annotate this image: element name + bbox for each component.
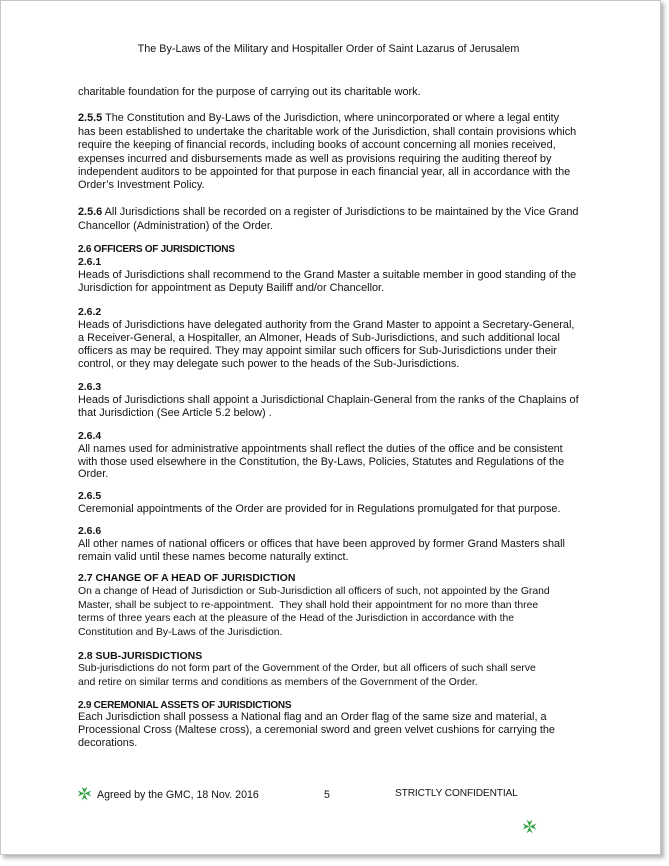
paragraph-line: decorations.	[78, 736, 138, 749]
paragraph-line: Processional Cross (Maltese cross), a ceremonial sword and green velvet cushions for carrying the	[78, 723, 555, 736]
page-number: 5	[324, 789, 330, 801]
paragraph-line: Sub-jurisdictions do not form part of the Government of the Order, but all officers of such shall serve	[78, 663, 536, 675]
paragraph-line: All other names of national officers or offices that have been approved by former Grand Masters shall	[78, 538, 565, 551]
paragraph-line: terms of three years each at the pleasure of the Head of the Jurisdiction in accordance with the	[78, 613, 515, 625]
clause-2-6-4	[78, 431, 564, 481]
paragraph-line: with those used elsewhere in the Constitution, the By-Laws, Policies, Statutes and Regulations of the	[78, 455, 565, 468]
approval-note: Agreed by the GMC, 18 Nov. 2016	[97, 789, 259, 801]
clause-text: The Constitution and By-Laws of the Jurisdiction, where unincorporated or where a legal entity	[105, 112, 560, 125]
paragraph-line: has been established to undertake the charitable work of the Jurisdiction, shall contain provisions which	[78, 125, 577, 138]
section-2-8-body	[78, 662, 536, 689]
green-cross-icon	[522, 787, 537, 802]
confidentiality-text: STRICTLY CONFIDENTIAL	[395, 788, 518, 799]
paragraph-line: Heads of Jurisdictions shall appoint a Jurisdictional Chaplain-General from the ranks of the Chaplains of	[78, 394, 579, 407]
clause-number: 2.6.4	[78, 430, 102, 442]
paragraph-line: Master, shall be subject to re-appointment. They shall hold their appointment for no more than three	[78, 599, 539, 611]
clause-number: 2.6.2	[78, 306, 102, 318]
paragraph-line	[78, 206, 578, 219]
clause-2-6-3	[78, 382, 579, 420]
paragraph-line: All names used for administrative appointments shall reflect the duties of the office and be consistent	[78, 443, 563, 456]
paragraph-line: Heads of Jurisdictions have delegated authority from the Grand Master to appoint a Secretary-General,	[78, 318, 575, 331]
clause-number: 2.6.5	[78, 490, 102, 502]
paragraph-line: On a change of Head of Jurisdiction or Sub-Jurisdiction all officers of such, not appointed by the Grand	[78, 586, 550, 598]
confidentiality-label	[395, 786, 537, 802]
paragraph-line: Constitution and By-Laws of the Jurisdiction.	[78, 626, 283, 638]
clause-number: 2.6.3	[78, 381, 102, 393]
paragraph-line: control, or they may delegate such power to the heads of the Sub-Jurisdictions.	[78, 357, 460, 370]
paragraph-line: officers as may be required. They may appoint similar such officers for Sub-Jurisdictions under their	[78, 344, 557, 357]
paragraph-line: Ceremonial appointments of the Order are provided for in Regulations promulgated for that purpose.	[78, 503, 561, 516]
clause-number: 2.6.6	[78, 525, 102, 537]
continuation-paragraph	[78, 86, 421, 99]
clause-2-6-5	[78, 491, 561, 516]
clause-text: All Jurisdictions shall be recorded on a register of Jurisdictions to be maintained by the Vice Grand	[104, 206, 579, 219]
green-cross-icon	[77, 786, 92, 801]
section-heading: 2.9 CEREMONIAL ASSETS OF JURISDICTIONS	[78, 699, 292, 711]
section-heading: 2.6 OFFICERS OF JURISDICTIONS	[78, 244, 235, 256]
paragraph-line: expenses incurred and disbursements made as well as provisions requiring the auditing thereof by	[78, 152, 552, 165]
paragraph-line: independent auditors to be appointed for that purpose in each financial year, all in accordance with the	[78, 165, 571, 178]
paragraph-line	[78, 112, 576, 125]
running-header: The By-Laws of the Military and Hospitaller Order of Saint Lazarus of Jerusalem	[137, 43, 520, 55]
clause-2-6-2	[78, 306, 574, 371]
clause-2-6-1	[78, 256, 576, 295]
section-heading: 2.7 CHANGE OF A HEAD OF JURISDICTION	[78, 572, 296, 585]
paragraph-line: Each Jurisdiction shall possess a National flag and an Order flag of the same size and material, a	[78, 710, 547, 723]
section-2-7-body	[78, 585, 550, 639]
paragraph-line: a Receiver-General, a Hospitaller, an Almoner, Heads of Sub-Jurisdictions, and such additional local	[78, 331, 560, 344]
paragraph-line: Order.	[78, 468, 109, 481]
section-2-9-body	[78, 711, 555, 750]
section-heading-2-7	[78, 572, 295, 586]
paragraph-line: Order’s Investment Policy.	[78, 179, 205, 192]
paragraph-line: Chancellor (Administration) of the Order.	[78, 219, 273, 232]
clause-2-5-6	[78, 206, 578, 233]
clause-number: 2.5.5	[78, 112, 103, 125]
paragraph-line: and retire on similar terms and conditions as members of the Government of the Order.	[78, 676, 478, 688]
paragraph-line: charitable foundation for the purpose of carrying out its charitable work.	[78, 86, 421, 99]
clause-2-6-6	[78, 526, 565, 564]
clause-2-5-5	[78, 112, 576, 192]
clause-number: 2.5.6	[78, 206, 103, 219]
section-heading: 2.8 SUB-JURISDICTIONS	[78, 650, 203, 663]
paragraph-line: that Jurisdiction (See Article 5.2 below) .	[78, 406, 272, 419]
paragraph-line: require the keeping of financial records, including books of account concerning all monies received,	[78, 139, 556, 152]
paragraph-line: Heads of Jurisdictions shall recommend to the Grand Master a suitable member in good standing of the	[78, 268, 577, 281]
paragraph-line: remain valid until these names become naturally extinct.	[78, 550, 349, 563]
clause-number: 2.6.1	[78, 256, 102, 268]
paragraph-line: Jurisdiction for appointment as Deputy Bailiff and/or Chancellor.	[78, 281, 385, 294]
